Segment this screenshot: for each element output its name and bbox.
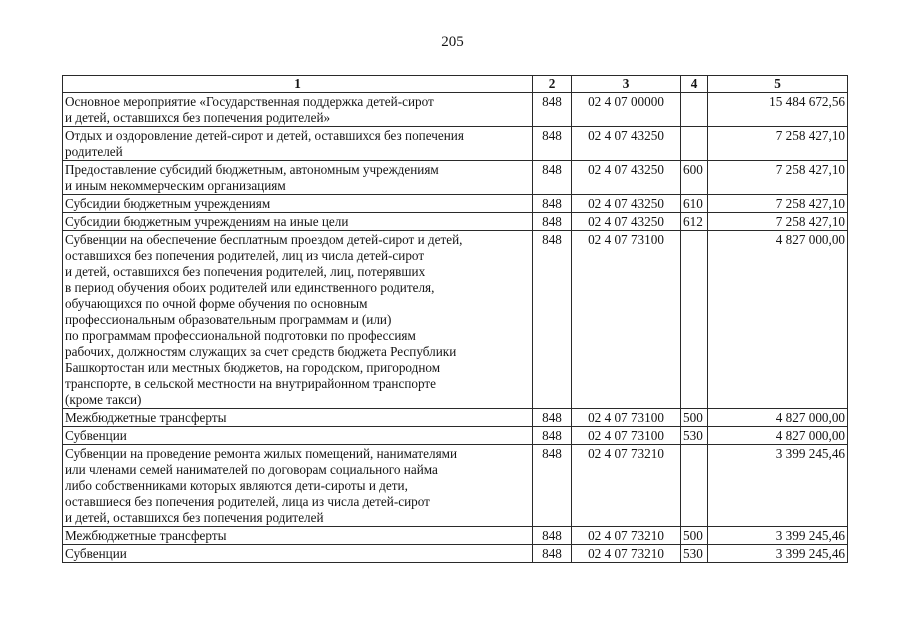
row-amount: 7 258 427,10 [708, 195, 848, 213]
table-row [63, 231, 848, 409]
row-amount: 7 258 427,10 [708, 127, 848, 161]
row-expense-type [681, 445, 708, 527]
row-amount: 4 827 000,00 [708, 409, 848, 427]
row-name: Предоставление субсидий бюджетным, автономным учреждениям и иным некоммерческим организациям [63, 161, 533, 195]
row-name: Межбюджетные трансферты [63, 409, 533, 427]
header-col-1: 1 [63, 76, 533, 93]
table-row [63, 127, 848, 161]
table-row [63, 213, 848, 231]
row-name: Отдых и оздоровление детей-сирот и детей, оставшихся без попечения родителей [63, 127, 533, 161]
row-target-article: 02 4 07 43250 [572, 161, 681, 195]
row-target-article: 02 4 07 73210 [572, 545, 681, 563]
row-name: Субвенции [63, 545, 533, 563]
row-name: Субсидии бюджетным учреждениям на иные цели [63, 213, 533, 231]
row-amount: 4 827 000,00 [708, 231, 848, 409]
row-target-article: 02 4 07 73210 [572, 527, 681, 545]
row-expense-type: 612 [681, 213, 708, 231]
table-row [63, 427, 848, 445]
row-ved-code: 848 [533, 195, 572, 213]
row-ved-code: 848 [533, 213, 572, 231]
table-row [63, 409, 848, 427]
row-expense-type: 530 [681, 545, 708, 563]
row-name: Субвенции на проведение ремонта жилых помещений, нанимателями или членами семей нанимателей по договорам социального найма либо собственниками которых являются дети-сироты и дети, оставшиеся без попечения родителей, лица из числа детей-сирот и детей, оставшихся без попечения родителей [63, 445, 533, 527]
row-amount: 3 399 245,46 [708, 445, 848, 527]
row-amount: 15 484 672,56 [708, 93, 848, 127]
row-target-article: 02 4 07 43250 [572, 195, 681, 213]
table-row [63, 445, 848, 527]
row-amount: 4 827 000,00 [708, 427, 848, 445]
row-target-article: 02 4 07 73210 [572, 445, 681, 527]
row-name: Основное мероприятие «Государственная поддержка детей-сирот и детей, оставшихся без попечения родителей» [63, 93, 533, 127]
row-expense-type: 500 [681, 409, 708, 427]
row-amount: 3 399 245,46 [708, 545, 848, 563]
row-ved-code: 848 [533, 445, 572, 527]
row-ved-code: 848 [533, 427, 572, 445]
row-amount: 7 258 427,10 [708, 161, 848, 195]
row-name: Субсидии бюджетным учреждениям [63, 195, 533, 213]
row-name: Межбюджетные трансферты [63, 527, 533, 545]
table-row [63, 527, 848, 545]
row-expense-type [681, 231, 708, 409]
table-row [63, 545, 848, 563]
table-row [63, 195, 848, 213]
row-target-article: 02 4 07 43250 [572, 213, 681, 231]
header-col-2: 2 [533, 76, 572, 93]
budget-table [62, 75, 848, 563]
page-number: 205 [441, 34, 464, 50]
row-amount: 3 399 245,46 [708, 527, 848, 545]
row-name: Субвенции на обеспечение бесплатным проездом детей-сирот и детей, оставшихся без попечения родителей, лиц из числа детей-сирот и детей, оставшихся без попечения родителей, лиц, потерявших в период обучения обоих родителей или единственного родителя, обучающихся по очной форме обучения по основным профессиональным образовательным программам и (или) по программам профессиональной подготовки по профессиям рабочих, должностям служащих за счет средств бюджета Республики Башкортостан или местных бюджетов, на городском, пригородном транспорте, в сельской местности на внутрирайонном транспорте (кроме такси) [63, 231, 533, 409]
row-name: Субвенции [63, 427, 533, 445]
row-ved-code: 848 [533, 127, 572, 161]
row-target-article: 02 4 07 73100 [572, 231, 681, 409]
header-col-3: 3 [572, 76, 681, 93]
header-col-4: 4 [681, 76, 708, 93]
row-target-article: 02 4 07 43250 [572, 127, 681, 161]
row-expense-type: 500 [681, 527, 708, 545]
row-ved-code: 848 [533, 161, 572, 195]
row-expense-type: 600 [681, 161, 708, 195]
row-ved-code: 848 [533, 527, 572, 545]
row-ved-code: 848 [533, 409, 572, 427]
row-target-article: 02 4 07 00000 [572, 93, 681, 127]
header-col-5: 5 [708, 76, 848, 93]
row-expense-type [681, 127, 708, 161]
table-header-row [63, 76, 848, 93]
row-expense-type: 610 [681, 195, 708, 213]
table-row [63, 93, 848, 127]
row-target-article: 02 4 07 73100 [572, 427, 681, 445]
row-expense-type: 530 [681, 427, 708, 445]
table-row [63, 161, 848, 195]
row-expense-type [681, 93, 708, 127]
row-ved-code: 848 [533, 93, 572, 127]
row-amount: 7 258 427,10 [708, 213, 848, 231]
row-target-article: 02 4 07 73100 [572, 409, 681, 427]
row-ved-code: 848 [533, 231, 572, 409]
row-ved-code: 848 [533, 545, 572, 563]
